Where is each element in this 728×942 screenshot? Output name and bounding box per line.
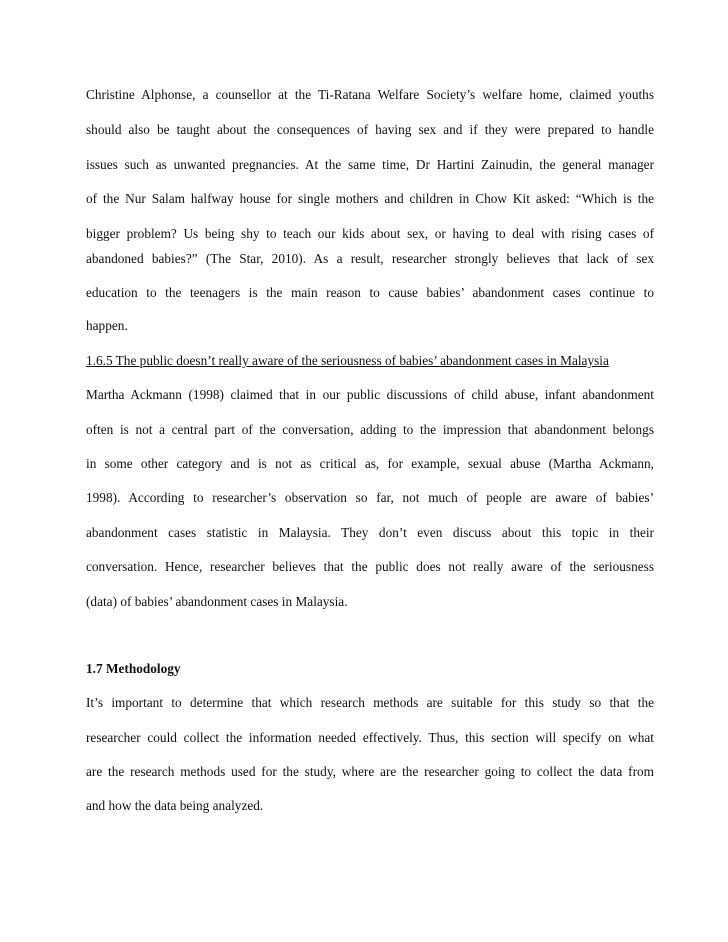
section-heading: 1.7 Methodology — [86, 661, 181, 676]
text-line: education to the teenagers is the main reason to cause babies’ abandonment cases continue to — [86, 285, 654, 300]
text-line: researcher could collect the information needed effectively. Thus, this section will specify on what — [86, 730, 654, 745]
text-line: bigger problem? Us being shy to teach our kids about sex, or having to deal with rising cases of — [86, 226, 654, 241]
text-line: and how the data being analyzed. — [86, 798, 264, 813]
text-line: of the Nur Salam halfway house for single mothers and children in Chow Kit asked: “Which is the — [86, 191, 654, 206]
text-line: abandonment cases statistic in Malaysia. They don’t even discuss about this topic in their — [86, 525, 654, 540]
text-line: abandoned babies?” (The Star, 2010). As a result, researcher strongly believes that lack of sex — [86, 251, 654, 266]
text-line: 1998). According to researcher’s observation so far, not much of people are aware of babies’ — [86, 490, 654, 505]
text-line: should also be taught about the consequences of having sex and if they were prepared to handle — [86, 122, 654, 137]
text-line: It’s important to determine that which research methods are suitable for this study so that the — [86, 695, 654, 710]
section-heading: 1.6.5 The public doesn’t really aware of the seriousness of babies’ abandonment cases in Malaysia — [86, 353, 609, 368]
text-line: are the research methods used for the study, where are the researcher going to collect the data from — [86, 764, 654, 779]
text-line: Christine Alphonse, a counsellor at the Ti-Ratana Welfare Society’s welfare home, claimed youths — [86, 87, 654, 102]
text-line: issues such as unwanted pregnancies. At the same time, Dr Hartini Zainudin, the general manager — [86, 157, 654, 172]
text-line: (data) of babies’ abandonment cases in Malaysia. — [86, 594, 348, 609]
text-line: Martha Ackmann (1998) claimed that in our public discussions of child abuse, infant abandonment — [86, 387, 654, 402]
text-line: conversation. Hence, researcher believes that the public does not really aware of the seriousness — [86, 559, 654, 574]
text-line: often is not a central part of the conversation, adding to the impression that abandonment belongs — [86, 422, 654, 437]
text-line: happen. — [86, 318, 128, 333]
text-line: in some other category and is not as critical as, for example, sexual abuse (Martha Ackmann, — [86, 456, 654, 471]
